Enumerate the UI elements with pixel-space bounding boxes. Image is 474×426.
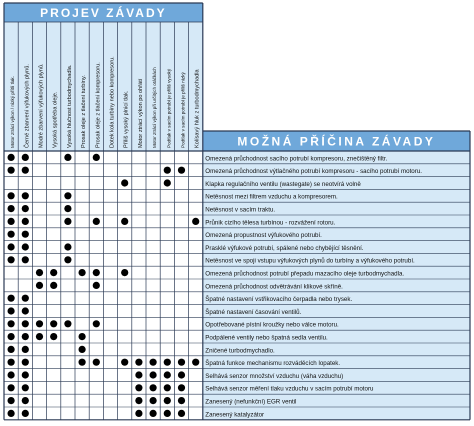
symptom-label: Vysoká spotřeba oleje. — [52, 91, 59, 148]
symptom-dot — [22, 397, 29, 404]
symptom-dot — [8, 231, 15, 238]
cause-label: Zanesený katalyzátor — [205, 411, 265, 419]
symptom-dot — [135, 384, 142, 391]
symptom-dot — [22, 167, 29, 174]
symptom-dot — [121, 359, 128, 366]
symptom-dot — [8, 256, 15, 263]
symptom-dot — [22, 307, 29, 314]
symptom-dot — [93, 269, 100, 276]
symptom-dot — [64, 256, 71, 263]
symptom-dot — [135, 359, 142, 366]
symptom-dot — [121, 179, 128, 186]
cause-label: Omezená průchodnost výtlačného potrubí kompresoru - sacího potrubí motoru. — [205, 168, 422, 176]
symptom-dot — [50, 282, 57, 289]
symptom-label: Kolísavý hluk z turbodmychadla — [194, 69, 201, 148]
symptom-dot — [79, 359, 86, 366]
symptom-dot — [22, 243, 29, 250]
symptom-dot — [8, 243, 15, 250]
symptom-dot — [8, 410, 15, 417]
symptom-dot — [64, 320, 71, 327]
symptom-dot — [8, 154, 15, 161]
symptom-dot — [8, 307, 15, 314]
symptom-dot — [22, 346, 29, 353]
cause-label: Netěsnost ve spoji vstupu výfukových plynů do turbíny a výfukového potrubí. — [205, 257, 415, 265]
cause-label: Špatné nastavení vstřikovacího čerpadla nebo trysek. — [205, 296, 353, 304]
symptom-dot — [164, 167, 171, 174]
symptom-dot — [50, 269, 57, 276]
symptom-label: Podtlak v sacím potrubí je příliš nízký — [180, 72, 186, 148]
symptom-dot — [150, 410, 157, 417]
symptom-dot — [36, 320, 43, 327]
cause-label: Omezená propustnost výfukového potrubí. — [205, 232, 322, 240]
cause-label: Omezená průchodnost odvětrávání klikové skříně. — [205, 283, 343, 291]
symptom-dot — [164, 397, 171, 404]
symptom-dot — [22, 256, 29, 263]
symptom-dot — [8, 397, 15, 404]
symptom-dot — [135, 410, 142, 417]
symptom-dot — [164, 371, 171, 378]
cause-label: Klapka regulačního ventilu (wastegate) se neotvírá volně — [205, 180, 361, 188]
symptom-dot — [121, 269, 128, 276]
symptom-dot — [79, 333, 86, 340]
symptom-dot — [178, 410, 185, 417]
symptom-dot — [150, 359, 157, 366]
symptom-dot — [150, 384, 157, 391]
cause-label: Podpálené ventily nebo špatná sedla ventilu. — [205, 334, 328, 342]
symptom-dot — [22, 295, 29, 302]
symptom-dot — [93, 320, 100, 327]
symptom-dot — [22, 192, 29, 199]
cause-label: Zničené turbodmychadlo. — [205, 347, 275, 355]
symptom-label: Příliš vysoký plnicí tlak. — [123, 90, 130, 148]
symptom-dot — [22, 384, 29, 391]
cause-label: Zanesený (nefunkční) EGR ventil — [205, 398, 297, 406]
symptom-dot — [121, 218, 128, 225]
cause-label: Selhává senzor množství vzduchu (váha vzduchu) — [205, 372, 344, 380]
symptom-dot — [8, 359, 15, 366]
symptom-dot — [8, 333, 15, 340]
symptom-dot — [93, 282, 100, 289]
symptom-dot — [8, 384, 15, 391]
symptom-dot — [64, 154, 71, 161]
symptom-dot — [164, 359, 171, 366]
symptom-dot — [178, 359, 185, 366]
symptom-dot — [22, 205, 29, 212]
symptom-dot — [178, 371, 185, 378]
symptom-dot — [8, 205, 15, 212]
symptom-dot — [93, 154, 100, 161]
cause-label: Omezená průchodnost potrubí přepadu mazacího oleje turbodmychadla. — [205, 270, 405, 278]
symptom-dot — [150, 397, 157, 404]
symptom-label: Prosak oleje z tlačení kompresoru. — [95, 62, 102, 148]
symptoms-header: PROJEV ZÁVADY — [40, 6, 167, 20]
symptom-dot — [64, 243, 71, 250]
cause-label: Špatné nastavení časování ventilů. — [205, 308, 302, 316]
symptom-dot — [164, 179, 171, 186]
symptom-dot — [164, 410, 171, 417]
symptom-dot — [192, 359, 199, 366]
symptom-dot — [22, 371, 29, 378]
symptom-dot — [36, 269, 43, 276]
symptom-dot — [79, 269, 86, 276]
cause-label: Selhává senzor měření tlaku vzduchu v sacím potrubí motoru — [205, 385, 374, 393]
symptom-dot — [22, 320, 29, 327]
symptom-dot — [64, 205, 71, 212]
symptom-label: Podtlak v sacím potrubí je příliš vysoký — [166, 68, 172, 148]
symptom-label: Vysoká hlučnost turbodmychadla. — [66, 64, 73, 148]
cause-label: Průnik cizího tělesa turbínou - rozvážení rotoru. — [205, 219, 336, 227]
symptom-dot — [150, 371, 157, 378]
symptom-dot — [22, 231, 29, 238]
symptom-dot — [8, 295, 15, 302]
symptom-label: Modré zbarvení výfukových plynů. — [38, 63, 45, 148]
symptom-dot — [50, 333, 57, 340]
symptom-dot — [93, 359, 100, 366]
symptom-dot — [64, 218, 71, 225]
symptom-dot — [8, 167, 15, 174]
symptom-dot — [22, 359, 29, 366]
symptom-dot — [8, 218, 15, 225]
symptom-dot — [64, 192, 71, 199]
symptom-dot — [178, 167, 185, 174]
symptom-dot — [79, 346, 86, 353]
symptom-dot — [8, 320, 15, 327]
symptom-label: Prosak oleje z tlačení turbíny. — [81, 75, 88, 148]
symptom-label: Dotek kola turbíny nebo kompresoru. — [109, 56, 116, 148]
cause-label: Netěsnost v sacím traktu. — [205, 206, 276, 214]
symptom-dot — [93, 218, 100, 225]
symptom-dot — [135, 397, 142, 404]
symptom-dot — [8, 346, 15, 353]
symptom-dot — [36, 282, 43, 289]
causes-header: MOŽNÁ PŘÍČINA ZÁVADY — [237, 134, 436, 149]
symptom-dot — [50, 320, 57, 327]
symptom-label: Motor ztrácí výkon po ohřátí — [137, 78, 144, 148]
symptom-dot — [36, 333, 43, 340]
cause-label: Špatná funkce mechanismu rozváděcích lopatek. — [205, 360, 341, 368]
cause-label: Prasklé výfukové potrubí, spálené nebo chybějící těsnění. — [205, 244, 364, 252]
symptom-dot — [178, 384, 185, 391]
symptom-dot — [22, 333, 29, 340]
cause-label: Omezená průchodnost sacího potrubí kompresoru, znečištěný filtr. — [205, 155, 388, 163]
symptom-dot — [8, 192, 15, 199]
symptom-label: Černé zbarvení výfukových plynů. — [24, 64, 31, 148]
symptom-dot — [192, 218, 199, 225]
symptom-dot — [8, 371, 15, 378]
symptom-dot — [22, 410, 29, 417]
symptom-dot — [178, 397, 185, 404]
symptom-dot — [22, 154, 29, 161]
symptom-dot — [164, 384, 171, 391]
cause-label: Opotřebované pístní kroužky nebo válce motoru. — [205, 321, 339, 329]
symptom-label: Motor ztrácí výkon při určitých otáčkách — [152, 67, 158, 148]
symptom-dot — [22, 218, 29, 225]
cause-label: Netěsnost mezi filtrem vzduchu a kompresorem. — [205, 193, 338, 201]
symptom-dot — [135, 371, 142, 378]
symptom-label: Motor ztrácí výkon / nízký přítlí tlak. — [10, 76, 16, 148]
